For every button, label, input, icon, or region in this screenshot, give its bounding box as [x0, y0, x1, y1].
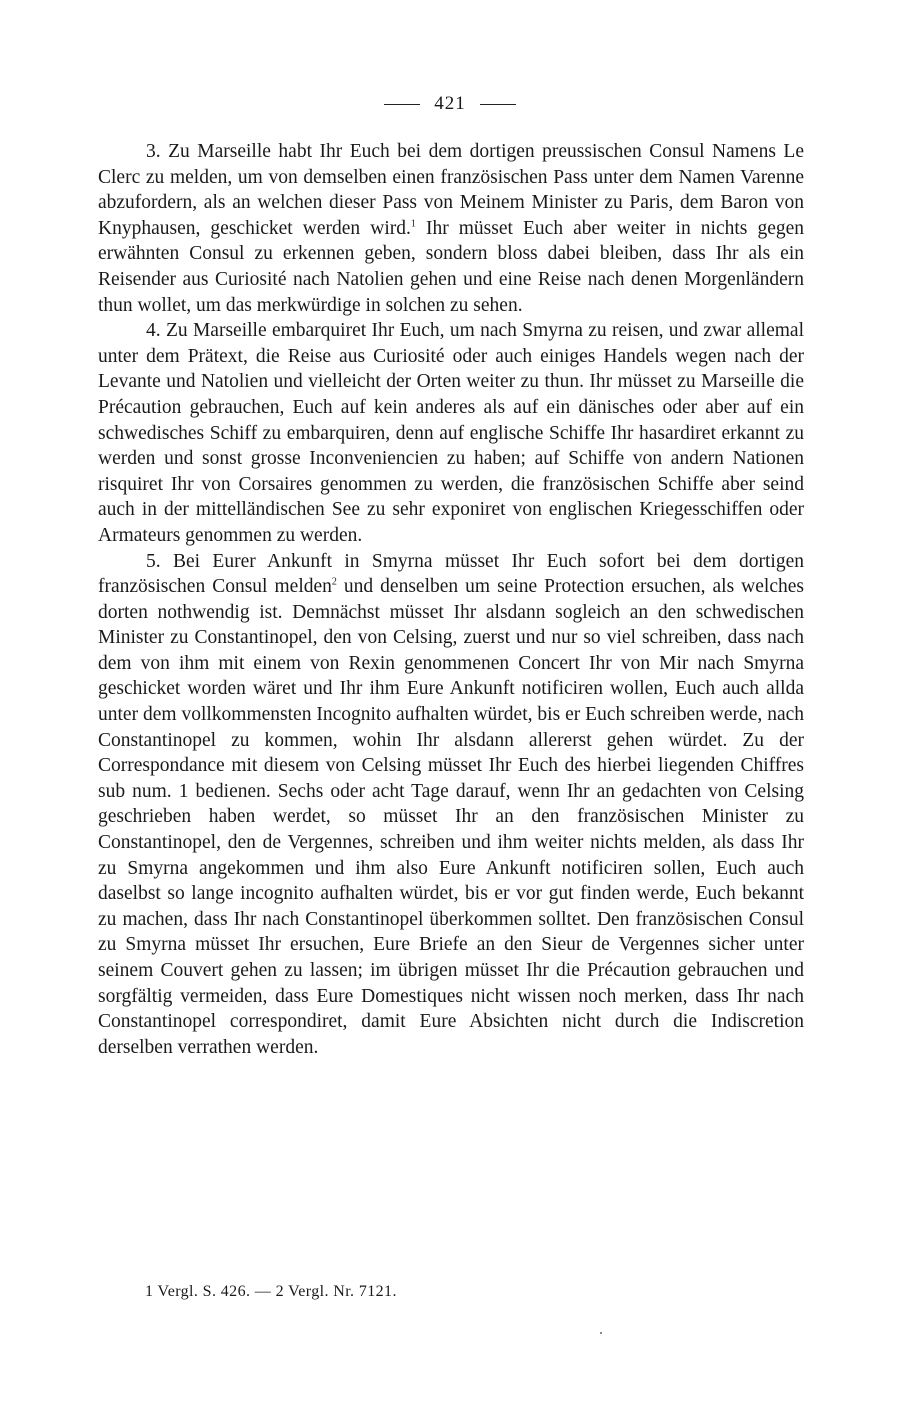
scan-speck [600, 1332, 602, 1334]
header-rule-left [384, 104, 420, 105]
paragraph-5 [98, 549, 804, 1061]
paragraph-3-text-b: Ihr müsset Euch aber weiter in nichts gegen erwähnten Consul zu erkennen geben, sondern bloss dabei bleiben, dass Ihr als ein Reisender aus Curiosité nach Natolien gehen und eine Reise nach denen Morgenländern thun wollet, um das merkwürdige in solchen zu sehen. [98, 217, 805, 316]
paragraph-5-text-b: und denselben um seine Protection ersuchen, als welches dorten nothwendig ist. Demnächst müsset Ihr alsdann sogleich an den schwedischen Minister zu Constantinopel, den von Celsing, zuerst und nur so viel schreiben, dass nach dem von ihm mit einem von Rexin genommenen Concert Ihr von Mir nach Smyrna geschicket worden wäret und Ihr ihm Eure Ankunft notificiren wollen, Euch auch allda unter dem vollkommensten Incognito aufhalten würdet, bis er Euch schreiben werde, nach Constantinopel zu kommen, wohin Ihr alsdann allererst gehen würdet. Zu der Correspondance mit diesem von Celsing müsset Ihr Euch des hierbei liegenden Chiffres sub num. 1 bedienen. Sechs oder acht Tage darauf, wenn Ihr an gedachten von Celsing geschrieben haben werdet, so müsset Ihr an den französischen Minister zu Constantinopel, den de Vergennes, schreiben und ihm weiter nichts melden, als dass Ihr zu Smyrna angekommen und ihm also Eure Ankunft notificiren sollen, Euch auch daselbst so lange incognito aufhalten würdet, bis er vor gut finden werde, Euch bekannt zu machen, dass Ihr nach Constantinopel überkommen solltet. Den französischen Consul zu Smyrna müsset Ihr ersuchen, Eure Briefe an den Sieur de Vergennes sicher unter seinem Couvert gehen zu lassen; im übrigen müsset Ihr die Précaution gebrauchen und sorgfältig vermeiden, dass Eure Domestiques nicht wissen noch merken, dass Ihr nach Constantinopel correspondiret, damit Eure Absichten nicht durch die Indiscretion derselben verrathen werden. [98, 576, 804, 1058]
footnotes: 1 Vergl. S. 426. — 2 Vergl. Nr. 7121. [145, 1283, 397, 1300]
paragraph-3-text-a: 3. Zu Marseille habt Ihr Euch bei dem dortigen preussischen Consul Namens Le Clerc zu melden, um von demselben einen französischen Pass unter dem Namen Varenne abzufordern, als an welchen dieser Pass von Meinem Minister zu Paris, dem Baron von Knyphausen, geschicket werden wird. [98, 141, 804, 239]
header-rule-right [480, 104, 516, 105]
footnote-mark-1: 1 [410, 218, 416, 230]
paragraph-5-text-a: 5. Bei Eurer Ankunft in Smyrna müsset Ihr Euch sofort bei dem dortigen französischen Consul melden [98, 550, 804, 598]
footnote-mark-2: 2 [331, 576, 337, 588]
page-body [98, 139, 804, 1060]
paragraph-3 [98, 139, 804, 318]
paragraph-4 [98, 318, 804, 548]
paragraph-4-text: 4. Zu Marseille embarquiret Ihr Euch, um nach Smyrna zu reisen, und zwar allemal unter dem Prätext, die Reise aus Curiosité oder auch einiges Handels wegen nach der Levante und Natolien und vielleicht der Orten weiter zu thun. Ihr müsset zu Marseille die Précaution gebrauchen, Euch auf kein anderes als auf ein dänisches oder aber auf ein schwedisches Schiff zu embarquiren, denn auf englische Schiffe Ihr hasardiret erkannt zu werden und sonst grosse Inconveniencien zu haben; auf Schiffe von andern Nationen risquiret Ihr von Corsaires genommen zu werden, die französischen Schiffe aber seind auch in der mittelländischen See zu sehr exponiret von englischen Kriegesschiffen oder Armateurs genommen zu werden. [98, 320, 804, 546]
page-number: 421 [434, 93, 466, 114]
page-header [0, 91, 900, 117]
